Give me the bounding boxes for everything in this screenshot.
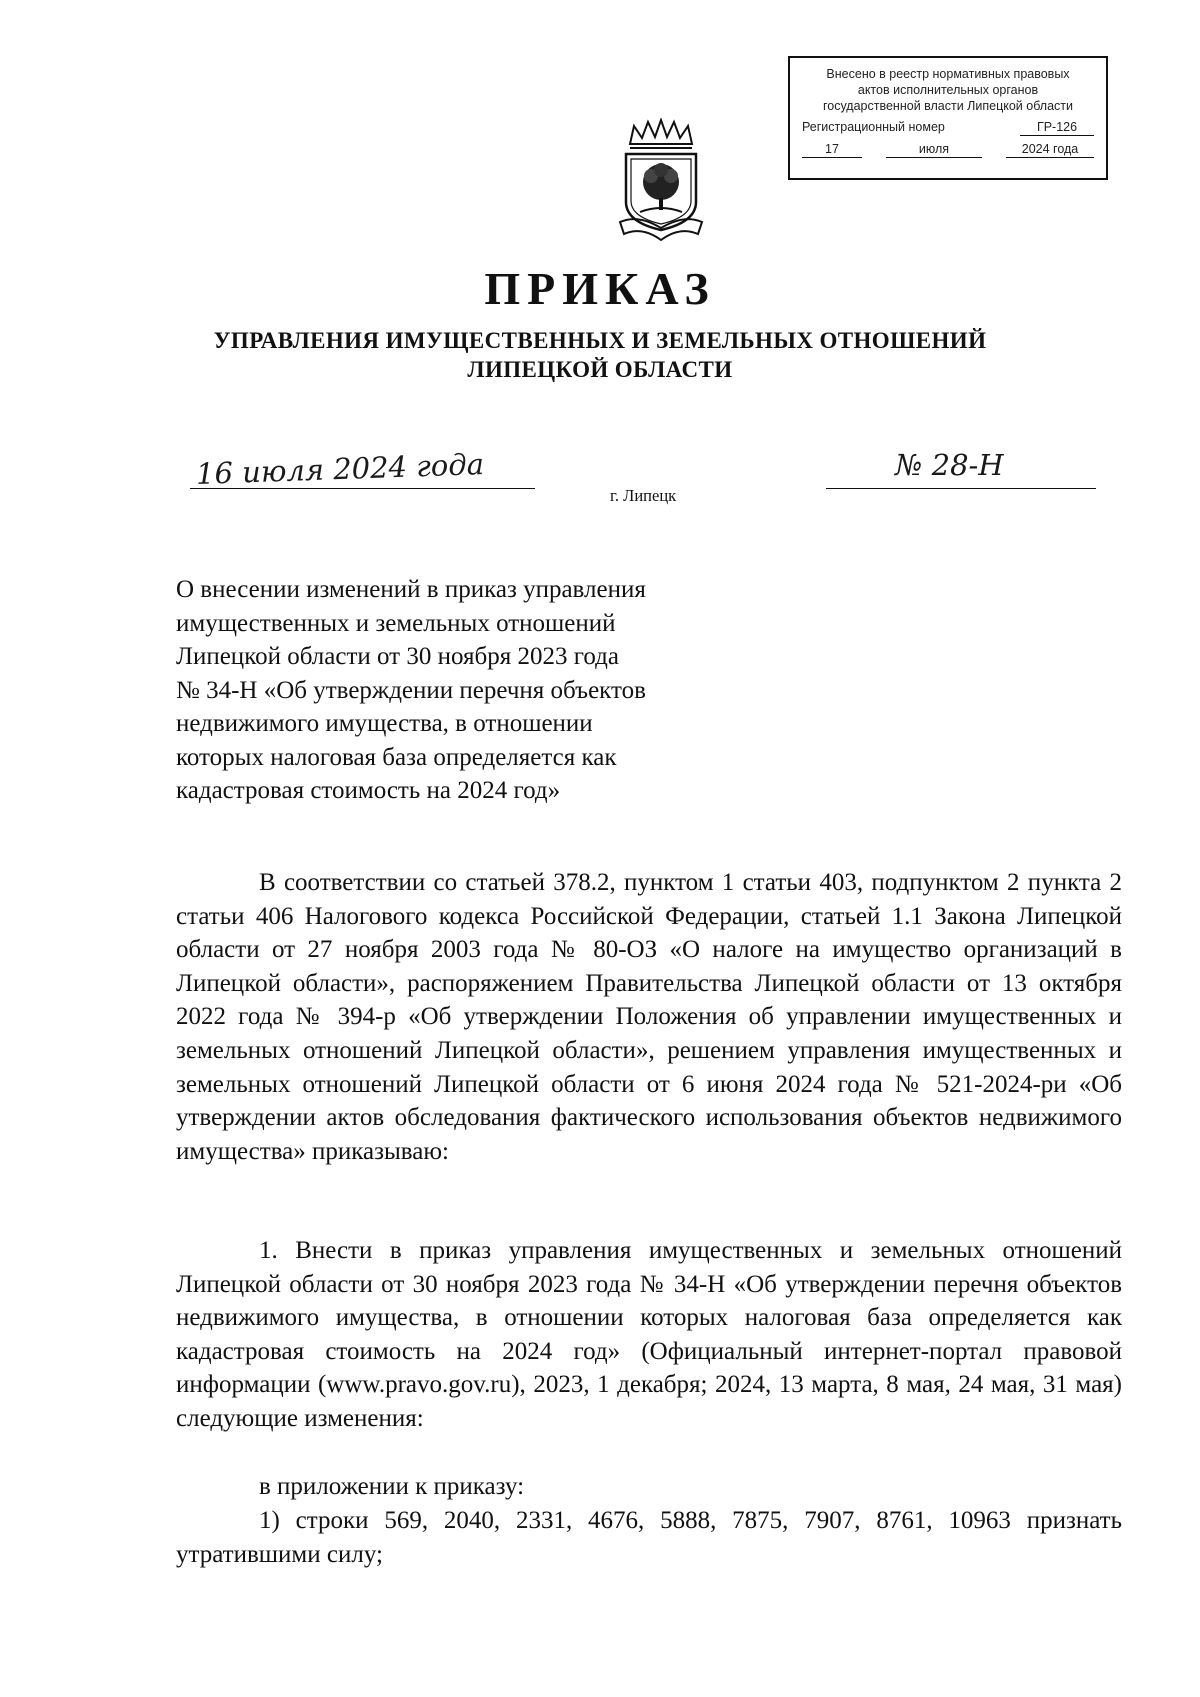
subject-line: которых налоговая база определяется как [176, 743, 617, 771]
registry-stamp [788, 56, 1108, 180]
date-underline [190, 488, 535, 489]
order-item-1: 1. Внести в приказ управления имущественных и земельных отношений Липецкой области от 30 ноября 2023 года № 34-Н «Об утверждении перечня объектов недвижимого имущества, в отношении которых налоговая база определяется как кадастровая стоимость на 2024 год» (Официальный интернет-портал правовой информации (www.pravo.gov.ru), 2023, 1 декабря; 2024, 13 марта, 8 мая, 24 мая, 31 мая) следующие изменения: [176, 1237, 1122, 1432]
document-subject [176, 573, 736, 808]
subject-line: О внесении изменений в приказ управления [176, 576, 646, 603]
stamp-reg-label: Регистрационный номер [802, 120, 945, 134]
stamp-line: государственной власти Липецкой области [822, 99, 1074, 113]
appendix-intro: в приложении к приказу: [259, 1473, 525, 1500]
stamp-date-month: июля [886, 141, 982, 158]
stamp-date-day: 17 [802, 141, 862, 158]
subject-line: Липецкой области от 30 ноября 2023 года [176, 643, 619, 670]
issuing-authority-line: ЛИПЕЦКОЙ ОБЛАСТИ [467, 357, 733, 382]
handwritten-date: 16 июля 2024 года [195, 446, 485, 492]
legal-basis-paragraph: В соответствии со статьей 378.2, пунктом 1 статьи 403, подпунктом 2 пункта 2 статьи 406 Налогового кодекса Российской Федерации, статьей 1.1 Закона Липецкой области от 27 ноября 2003 года № 80-ОЗ «О налоге на имущество организаций в Липецкой области», распоряжением Правительства Липецкой области от 13 октября 2022 года № 394-р «Об утверждении Положения об управлении имущественных и земельных отношений Липецкой области», решением управления имущественных и земельных отношений Липецкой области от 6 июня 2024 года № 521-2024-ри «Об утверждении актов обследования фактического использования объектов недвижимого имущества» приказываю: [176, 869, 1122, 1165]
issue-city: г. Липецк [610, 486, 677, 505]
coat-of-arms-icon [618, 118, 704, 244]
stamp-date-year: 2024 года [1006, 141, 1094, 158]
subject-line: кадастровая стоимость на 2024 год» [176, 777, 561, 804]
number-underline [826, 488, 1096, 489]
subject-line: имущественных и земельных отношений [176, 609, 616, 637]
stamp-registration-row [800, 119, 1096, 136]
stamp-date-row [800, 141, 1096, 158]
stamp-line: Внесено в реестр нормативных правовых [826, 67, 1070, 81]
issuing-authority-line: УПРАВЛЕНИЯ ИМУЩЕСТВЕННЫХ И ЗЕМЕЛЬНЫХ ОТНОШЕНИЙ [213, 328, 987, 353]
subject-line: № 34-Н «Об утверждении перечня объектов [176, 676, 646, 704]
stamp-line: актов исполнительных органов [857, 83, 1039, 97]
subject-line: недвижимого имущества, в отношении [176, 710, 593, 737]
document-type-title: ПРИКАЗ [484, 263, 716, 314]
handwritten-number: № 28-Н [895, 448, 1004, 482]
stamp-reg-number: ГР-126 [1020, 119, 1094, 136]
order-subitem-1: 1) строки 569, 2040, 2331, 4676, 5888, 7875, 7907, 8761, 10963 признать утратившими силу; [176, 1507, 1122, 1568]
